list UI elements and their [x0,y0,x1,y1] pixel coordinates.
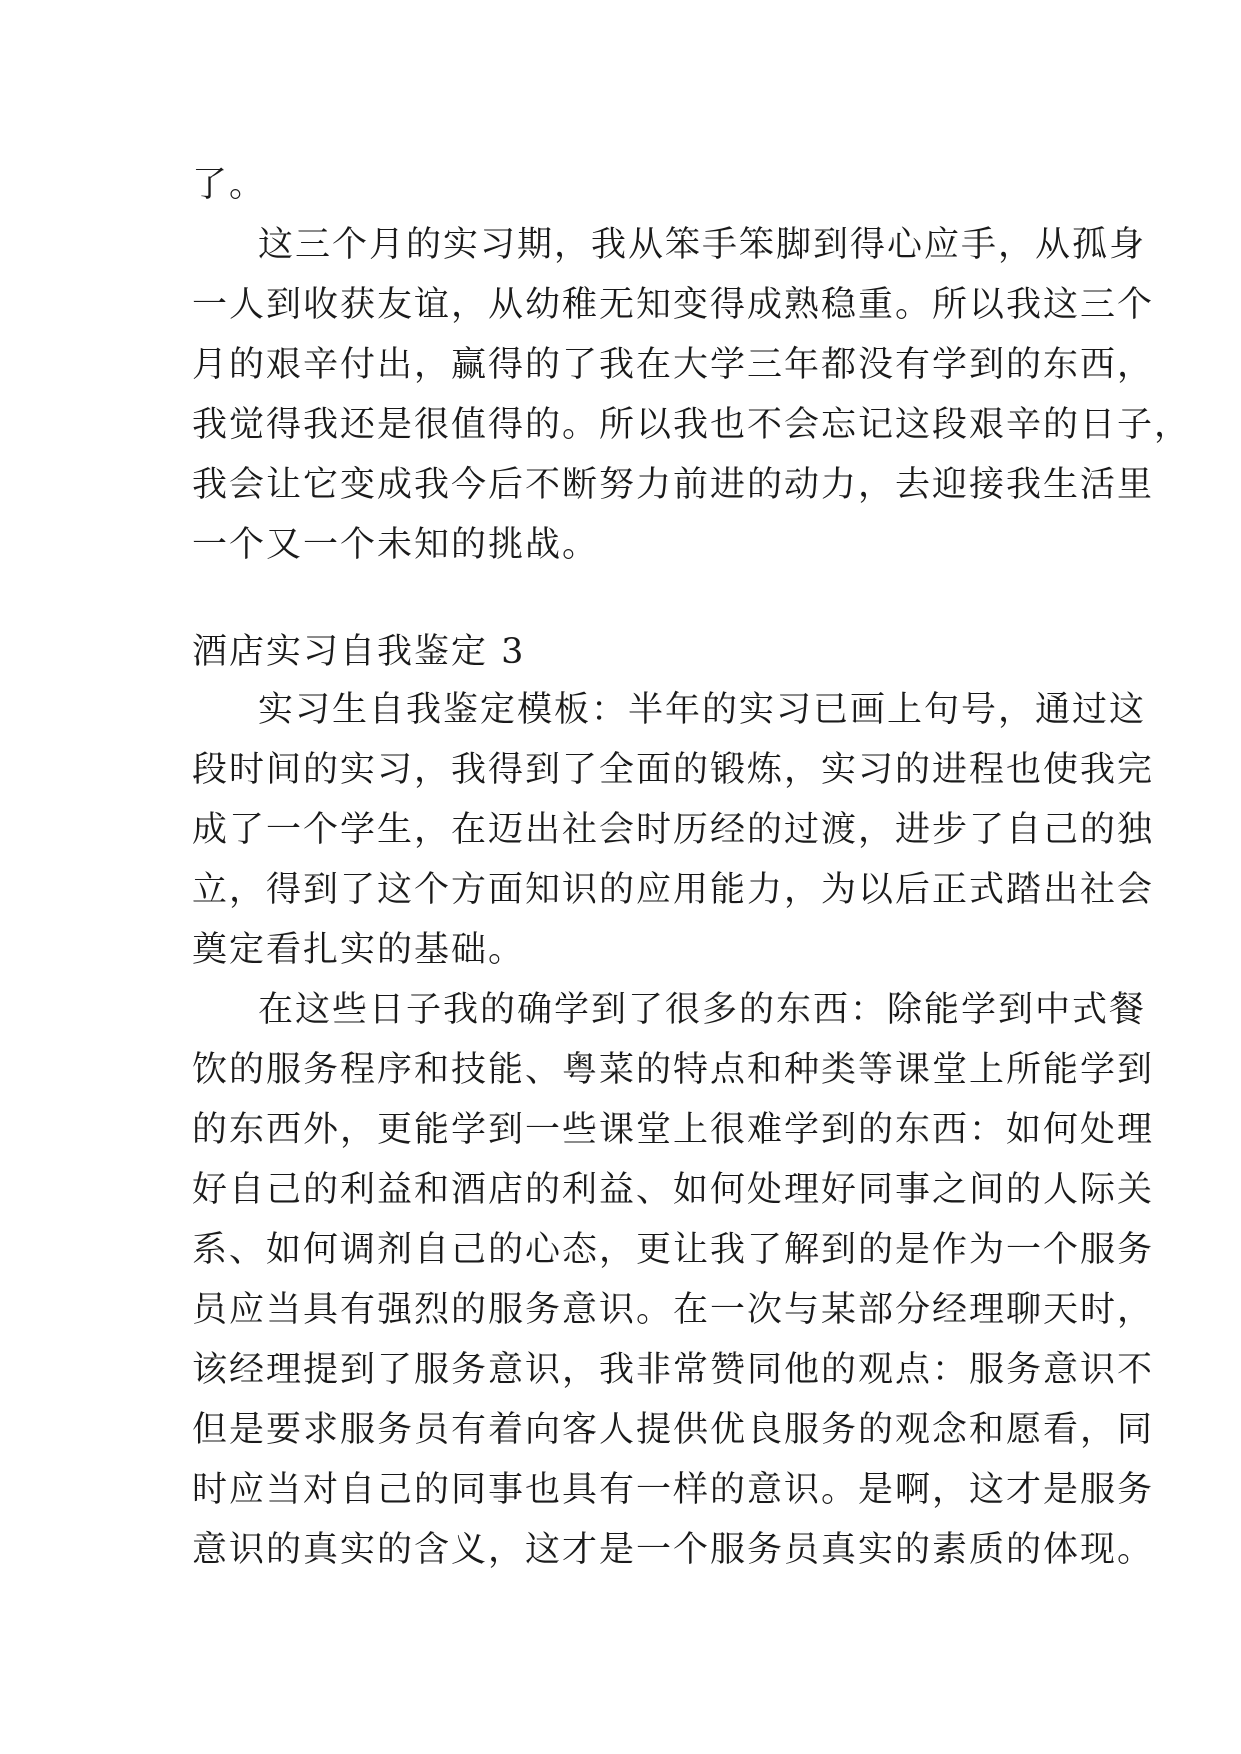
paragraph-line: 奠定看扎实的基础。 [192,930,526,970]
paragraph-line: 我会让它变成我今后不断努力前进的动力，去迎接我生活里 [192,465,1155,505]
paragraph-line: 系、如何调剂自己的心态，更让我了解到的是作为一个服务 [192,1230,1155,1270]
paragraph-line: 但是要求服务员有着向客人提供优良服务的观念和愿看，同 [192,1410,1155,1450]
paragraph-line: 一个又一个未知的挑战。 [192,525,600,565]
paragraph-line: 成了一个学生，在迈出社会时历经的过渡，进步了自己的独 [192,810,1155,850]
paragraph-line: 立，得到了这个方面知识的应用能力，为以后正式踏出社会 [192,870,1155,910]
paragraph-line: 该经理提到了服务意识，我非常赞同他的观点：服务意识不 [192,1350,1155,1390]
paragraph-line: 的东西外，更能学到一些课堂上很难学到的东西：如何处理 [192,1110,1155,1150]
paragraph-line: 好自己的利益和酒店的利益、如何处理好同事之间的人际关 [192,1170,1155,1210]
paragraph-line: 段时间的实习，我得到了全面的锻炼，实习的进程也使我完 [192,750,1155,790]
paragraph-line: 一人到收获友谊，从幼稚无知变得成熟稳重。所以我这三个 [192,285,1155,325]
paragraph-line: 实习生自我鉴定模板：半年的实习已画上句号，通过这 [258,690,1147,730]
section-heading: 酒店实习自我鉴定 3 [192,632,526,672]
paragraph-line: 这三个月的实习期，我从笨手笨脚到得心应手，从孤身 [258,225,1147,265]
paragraph-line: 意识的真实的含义，这才是一个服务员真实的素质的体现。 [192,1530,1155,1570]
paragraph-line: 我觉得我还是很值得的。所以我也不会忘记这段艰辛的日子， [192,405,1192,445]
paragraph-line: 月的艰辛付出，赢得的了我在大学三年都没有学到的东西， [192,345,1155,385]
paragraph-line: 饮的服务程序和技能、粤菜的特点和种类等课堂上所能学到 [192,1050,1155,1090]
paragraph-continuation: 了。 [192,165,267,205]
paragraph-line: 时应当对自己的同事也具有一样的意识。是啊，这才是服务 [192,1470,1155,1510]
paragraph-line: 在这些日子我的确学到了很多的东西：除能学到中式餐 [258,990,1147,1030]
paragraph-line: 员应当具有强烈的服务意识。在一次与某部分经理聊天时， [192,1290,1155,1330]
